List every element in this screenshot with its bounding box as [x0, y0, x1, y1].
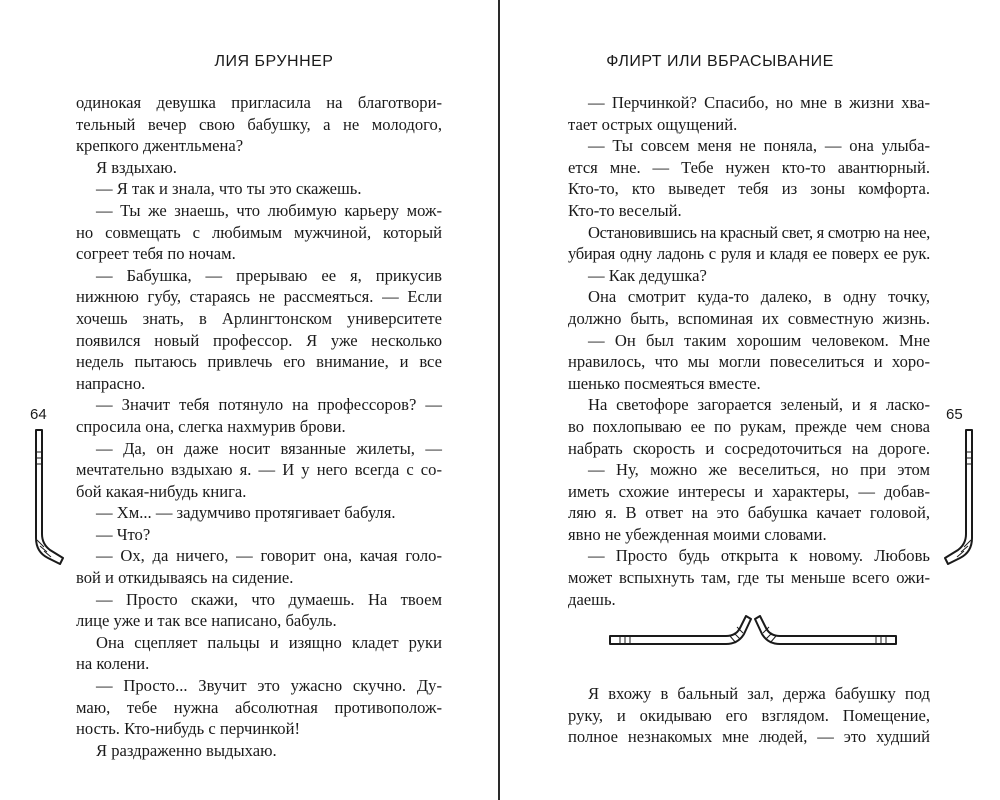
text-line: Кто-то веселый. [568, 200, 682, 220]
text-line: хочешь знать, в Арлингтонском университете [76, 308, 442, 328]
text-line: — Ох, да ничего, — говорит она, качая голо- [96, 546, 442, 566]
text-line: спросила она, слегка нахмурив брови. [76, 416, 346, 436]
text-line: бой какая-нибудь книга. [76, 481, 247, 501]
text-line: крепкого джентльмена? [76, 136, 244, 156]
text-line: иметь схожие интересы и характеры, — добав- [568, 481, 930, 501]
page-number-right: 65 [946, 406, 963, 423]
text-line: Она сцепляет пальцы и изящно кладет руки [96, 632, 442, 652]
left-page [0, 0, 498, 800]
text-line: руку, и окидываю его взглядом. Помещение, [568, 705, 930, 725]
text-line: появился новый профессор. Я уже несколько [76, 330, 442, 350]
text-line: Кто-то, кто выведет тебя из зоны комфорта. [568, 179, 930, 199]
text-line: — Просто... Звучит это ужасно скучно. Ду- [96, 676, 442, 696]
text-line: нравилось, что мы могли повеселиться и хоро- [568, 352, 930, 372]
text-line: но совмещать с любимым мужчиной, который [76, 222, 442, 242]
running-head-title: ФЛИРТ ИЛИ ВБРАСЫВАНИЕ [606, 53, 834, 70]
left-page-text [76, 92, 442, 761]
text-line: во похлопываю ее по рукам, прежде чем снова [568, 416, 930, 436]
text-line: — Просто скажи, что думаешь. На твоем [96, 589, 442, 609]
text-line: — Да, он даже носит вязанные жилеты, — [96, 438, 442, 458]
text-line: Она смотрит куда-то далеко, в одну точку, [588, 287, 930, 307]
text-line: напрасно. [76, 373, 146, 393]
text-line: — Я так и знала, что ты это скажешь. [96, 179, 362, 199]
text-line: маю, тебе нужна абсолютная противополож- [76, 697, 442, 717]
text-line: даешь. [568, 589, 616, 609]
text-line: на колени. [76, 654, 150, 674]
text-line: — Ты же знаешь, что любимую карьеру мож- [96, 200, 442, 220]
text-line: — Перчинкой? Спасибо, но мне в жизни хва- [588, 93, 930, 112]
text-line: ется мне. — Тебе нужен кто-то авантюрный. [568, 157, 930, 177]
text-line: ляю я. В ответ на это бабушка качает головой, [568, 503, 930, 523]
text-line: набрать скорость и сосредоточиться на дороге. [568, 438, 930, 458]
text-line: недель пытаюсь привлечь его внимание, и все [76, 352, 442, 372]
text-line: полное незнакомых мне людей, — это худший [568, 727, 930, 747]
text-line: — Как дедушка? [588, 265, 707, 285]
text-line: — Просто будь открыта к новому. Любовь [588, 546, 930, 566]
crossed-hockey-sticks-ornament [608, 614, 898, 654]
text-line: — Ты совсем меня не поняла, — она улыба- [588, 136, 930, 156]
text-line: Я раздраженно выдыхаю. [96, 740, 277, 760]
text-line: — Значит тебя потянуло на профессоров? — [96, 395, 442, 415]
text-line: одинокая девушка пригласила на благотвори- [76, 93, 442, 112]
running-head-author: ЛИЯ БРУННЕР [214, 53, 334, 70]
text-line: должно быть, вспоминая их совместную жизнь. [568, 308, 930, 328]
text-line: может вспыхнуть там, где ты меньше всего ожи- [568, 568, 930, 588]
text-line: вой и откидываясь на сидение. [76, 568, 294, 588]
page-number-left: 64 [30, 406, 47, 423]
text-line: — Что? [96, 524, 151, 544]
text-line: согреет тебя по ночам. [76, 244, 236, 264]
text-line: мечтательно вздыхаю я. — И у него всегда с со- [76, 460, 442, 480]
right-page-text [568, 92, 930, 610]
text-line: убирая одну ладонь с руля и кладя ее поверх ее рук. [568, 244, 930, 264]
text-line: — Бабушка, — прерываю ее я, прикусив [96, 265, 442, 285]
text-line: тельный вечер свою бабушку, а не молодого, [76, 114, 442, 134]
right-page [500, 0, 1000, 800]
text-line: На светофоре загорается зеленый, и я ласко- [588, 395, 930, 415]
text-line: ность. Кто-нибудь с перчинкой! [76, 719, 301, 739]
text-line: — Он был таким хорошим человеком. Мне [588, 330, 930, 350]
right-page-text-after-break [568, 683, 930, 748]
text-line: тает острых ощущений. [568, 114, 738, 134]
text-line: явно не убежденная моими словами. [568, 524, 827, 544]
text-line: — Ну, можно же веселиться, но при этом [588, 460, 930, 480]
hockey-stick-icon [940, 428, 980, 568]
text-line: Остановившись на красный свет, я смотрю на нее, [588, 222, 931, 242]
text-line: шенько посмеяться вместе. [568, 373, 761, 393]
text-line: Я вздыхаю. [96, 157, 177, 177]
text-line: лице уже и так все написано, бабуль. [76, 611, 337, 631]
text-line: нижнюю губу, стараясь не рассмеяться. — Если [76, 287, 442, 307]
text-line: — Хм... — задумчиво протягивает бабуля. [96, 503, 396, 523]
text-line: Я вхожу в бальный зал, держа бабушку под [588, 684, 930, 703]
hockey-stick-icon [28, 428, 68, 568]
